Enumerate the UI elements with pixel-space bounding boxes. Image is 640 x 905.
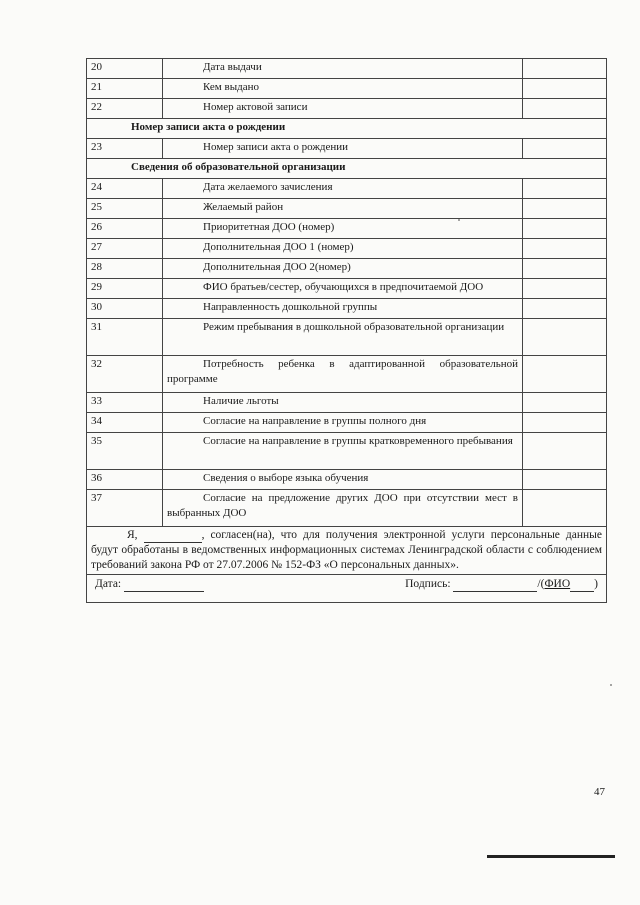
field-value-cell[interactable] — [523, 433, 607, 470]
field-value-cell[interactable] — [523, 356, 607, 393]
field-label: Согласие на предложение других ДОО при отсутствии мест в выбранных ДОО — [163, 490, 523, 527]
field-label: Дата выдачи — [163, 59, 523, 79]
row-number: 36 — [87, 470, 163, 490]
field-label: Наличие льготы — [163, 393, 523, 413]
row-number: 23 — [87, 139, 163, 159]
field-value-cell[interactable] — [523, 299, 607, 319]
form-row — [87, 470, 607, 490]
field-label: ФИО братьев/сестер, обучающихся в предпочитаемой ДОО — [163, 279, 523, 299]
form-row — [87, 99, 607, 119]
form-row — [87, 259, 607, 279]
row-number: 26 — [87, 219, 163, 239]
row-number: 29 — [87, 279, 163, 299]
field-value-cell[interactable] — [523, 279, 607, 299]
signature-row — [87, 577, 606, 592]
scan-speck — [458, 219, 460, 221]
section-title: Сведения об образовательной организации — [87, 159, 607, 179]
form-row — [87, 59, 607, 79]
field-value-cell[interactable] — [523, 413, 607, 433]
signature-group — [405, 577, 598, 592]
section-header-row — [87, 159, 607, 179]
row-number: 28 — [87, 259, 163, 279]
field-value-cell[interactable] — [523, 139, 607, 159]
fio-prefix: /( — [537, 578, 545, 590]
row-number: 25 — [87, 199, 163, 219]
field-value-cell[interactable] — [523, 219, 607, 239]
fio-label: ФИО — [544, 578, 571, 590]
field-value-cell[interactable] — [523, 99, 607, 119]
signature-cell — [87, 575, 607, 603]
field-value-cell[interactable] — [523, 59, 607, 79]
name-blank-field[interactable] — [144, 530, 202, 543]
consent-cell — [87, 527, 607, 575]
form-row — [87, 79, 607, 99]
row-number: 31 — [87, 319, 163, 356]
field-label: Номер записи акта о рождении — [163, 139, 523, 159]
field-label: Номер актовой записи — [163, 99, 523, 119]
row-number: 34 — [87, 413, 163, 433]
field-value-cell[interactable] — [523, 79, 607, 99]
scan-edge-line — [487, 855, 615, 858]
signature-label: Подпись: — [405, 578, 451, 590]
date-label: Дата: — [95, 578, 122, 590]
field-value-cell[interactable] — [523, 470, 607, 490]
application-form-table — [86, 58, 607, 603]
row-number: 30 — [87, 299, 163, 319]
row-number: 32 — [87, 356, 163, 393]
consent-paragraph — [91, 528, 602, 573]
field-value-cell[interactable] — [523, 259, 607, 279]
form-row — [87, 199, 607, 219]
row-number: 33 — [87, 393, 163, 413]
row-number: 35 — [87, 433, 163, 470]
form-row — [87, 413, 607, 433]
form-row — [87, 219, 607, 239]
date-group — [95, 577, 204, 592]
form-row — [87, 299, 607, 319]
field-value-cell[interactable] — [523, 393, 607, 413]
field-label: Сведения о выборе языка обучения — [163, 470, 523, 490]
field-value-cell[interactable] — [523, 199, 607, 219]
fio-blank-field[interactable] — [570, 579, 594, 592]
form-row — [87, 139, 607, 159]
row-number: 21 — [87, 79, 163, 99]
field-label: Желаемый район — [163, 199, 523, 219]
form-row — [87, 433, 607, 470]
row-number: 27 — [87, 239, 163, 259]
section-title: Номер записи акта о рождении — [87, 119, 607, 139]
date-blank-field[interactable] — [124, 579, 204, 592]
form-row — [87, 319, 607, 356]
field-value-cell[interactable] — [523, 239, 607, 259]
row-number: 24 — [87, 179, 163, 199]
field-label: Приоритетная ДОО (номер) — [163, 219, 523, 239]
field-value-cell[interactable] — [523, 319, 607, 356]
form-row — [87, 393, 607, 413]
scan-speck — [610, 684, 612, 686]
field-value-cell[interactable] — [523, 490, 607, 527]
signature-blank-field[interactable] — [453, 579, 537, 592]
field-label: Направленность дошкольной группы — [163, 299, 523, 319]
form-row — [87, 279, 607, 299]
row-number: 20 — [87, 59, 163, 79]
field-label: Кем выдано — [163, 79, 523, 99]
form-row — [87, 239, 607, 259]
row-number: 37 — [87, 490, 163, 527]
section-header-row — [87, 119, 607, 139]
form-row — [87, 490, 607, 527]
fio-suffix: ) — [594, 578, 598, 590]
field-label: Согласие на направление в группы полного дня — [163, 413, 523, 433]
field-label: Потребность ребенка в адаптированной образовательной программе — [163, 356, 523, 393]
page-number: 47 — [594, 786, 605, 798]
field-label: Дополнительная ДОО 2(номер) — [163, 259, 523, 279]
field-label: Согласие на направление в группы кратковременного пребывания — [163, 433, 523, 470]
consent-text: , согласен(на), что для получения электронной услуги персональные данные будут обработаны в ведомственных информационных системах Ленинградской области с соблюдением требований закона РФ от 27.07.2006 № 152-ФЗ «О персональных данных». — [91, 529, 603, 571]
form-body — [87, 59, 607, 527]
field-label: Дополнительная ДОО 1 (номер) — [163, 239, 523, 259]
field-value-cell[interactable] — [523, 179, 607, 199]
field-label: Дата желаемого зачисления — [163, 179, 523, 199]
consent-prefix: Я, — [127, 529, 138, 541]
row-number: 22 — [87, 99, 163, 119]
form-row — [87, 179, 607, 199]
field-label: Режим пребывания в дошкольной образовательной организации — [163, 319, 523, 356]
form-row — [87, 356, 607, 393]
